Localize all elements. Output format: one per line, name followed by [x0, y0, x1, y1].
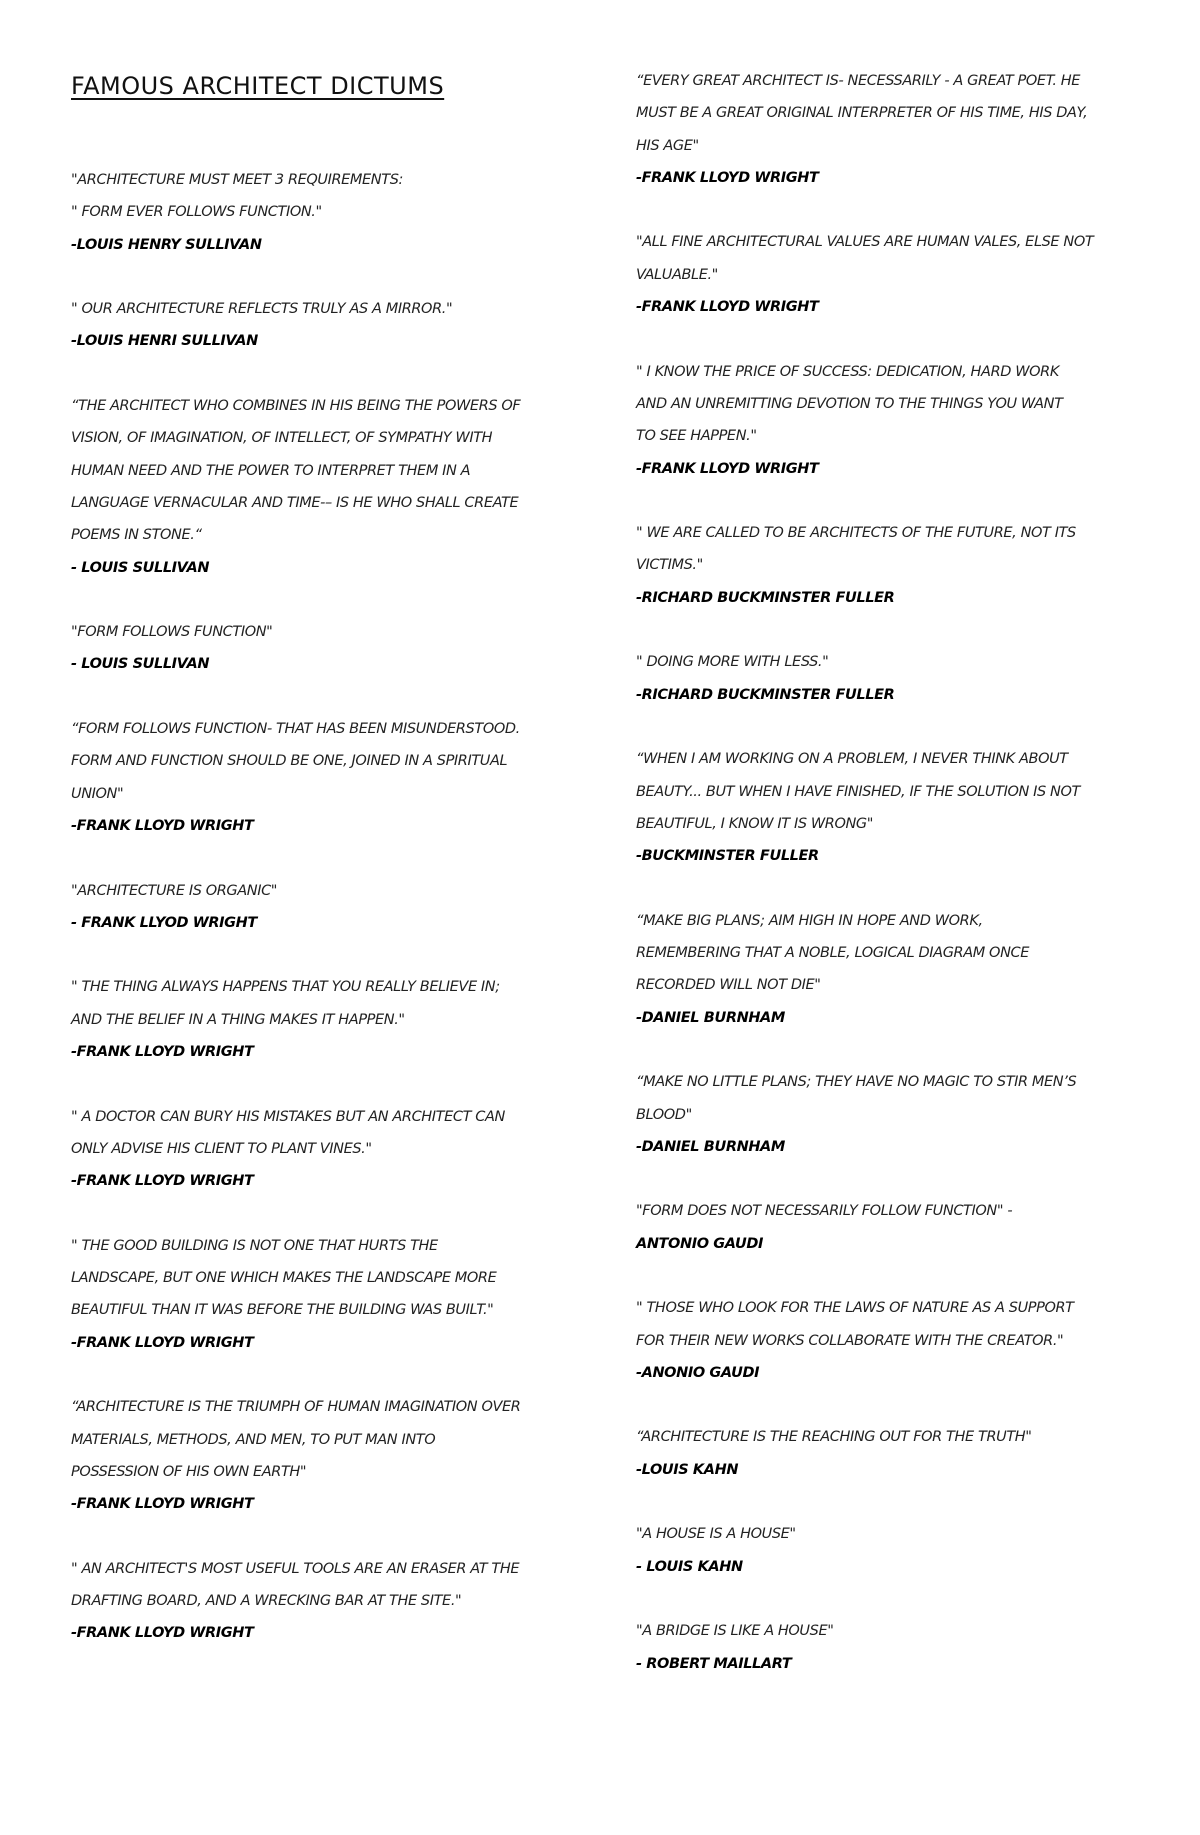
quote-line: REMEMBERING THAT A NOBLE, LOGICAL DIAGRAM ONCE: [636, 945, 1030, 962]
quote-line: FOR THEIR NEW WORKS COLLABORATE WITH THE CREATOR.": [636, 1332, 1064, 1349]
quote-line: " DOING MORE WITH LESS.": [636, 654, 829, 671]
quote-line: " A DOCTOR CAN BURY HIS MISTAKES BUT AN ARCHITECT CAN: [71, 1108, 505, 1125]
quote-line: LANGUAGE VERNACULAR AND TIME-– IS HE WHO SHALL CREATE: [71, 494, 519, 511]
quote-block: [636, 905, 1176, 1034]
quote-block: [71, 875, 611, 940]
quote-block: [71, 164, 611, 261]
spacer: [636, 1260, 1176, 1292]
quote-line: BLOOD": [636, 1106, 692, 1123]
quote-block: [71, 1553, 611, 1650]
quote-block: [71, 293, 611, 358]
quote-line: HUMAN NEED AND THE POWER TO INTERPRET THEM IN A: [71, 462, 471, 479]
quote-line: “FORM FOLLOWS FUNCTION- THAT HAS BEEN MISUNDERSTOOD.: [71, 721, 520, 738]
quote-line: UNION": [71, 785, 124, 802]
quote-block: [636, 1195, 1176, 1260]
quote-block: [636, 517, 1176, 614]
spacer: [71, 1198, 611, 1230]
spacer: [636, 194, 1176, 226]
quote-line: POSSESSION OF HIS OWN EARTH": [71, 1463, 307, 1480]
spacer: [71, 939, 611, 971]
spacer: [71, 1520, 611, 1552]
quote-line: HIS AGE": [636, 137, 699, 154]
quote-line: " WE ARE CALLED TO BE ARCHITECTS OF THE FUTURE, NOT ITS: [636, 525, 1076, 542]
quote-line: " THE THING ALWAYS HAPPENS THAT YOU REALLY BELIEVE IN;: [71, 979, 500, 996]
quote-line: "ALL FINE ARCHITECTURAL VALUES ARE HUMAN VALES, ELSE NOT: [636, 234, 1094, 251]
quote-author: -LOUIS HENRI SULLIVAN: [71, 333, 258, 350]
quote-author: -LOUIS HENRY SULLIVAN: [71, 236, 262, 253]
quote-author: - FRANK LLYOD WRIGHT: [71, 914, 257, 931]
quote-line: AND THE BELIEF IN A THING MAKES IT HAPPEN.": [71, 1011, 405, 1028]
quote-block: [636, 1615, 1176, 1680]
quote-block: [71, 616, 611, 681]
spacer: [71, 681, 611, 713]
spacer: [636, 1034, 1176, 1066]
spacer: [71, 584, 611, 616]
quote-author: -DANIEL BURNHAM: [636, 1138, 785, 1155]
quote-line: “ARCHITECTURE IS THE REACHING OUT FOR THE TRUTH": [636, 1429, 1032, 1446]
quote-line: "FORM FOLLOWS FUNCTION": [71, 624, 273, 641]
quote-line: "A HOUSE IS A HOUSE": [636, 1526, 796, 1543]
quote-line: VALUABLE.": [636, 266, 718, 283]
quote-line: "ARCHITECTURE IS ORGANIC": [71, 882, 278, 899]
quote-line: POEMS IN STONE.“: [71, 527, 202, 544]
spacer: [636, 872, 1176, 904]
quote-block: [636, 226, 1176, 323]
quote-author: -FRANK LLOYD WRIGHT: [71, 1625, 254, 1642]
spacer: [71, 1359, 611, 1391]
quote-author: -LOUIS KAHN: [636, 1461, 739, 1478]
quote-line: “ARCHITECTURE IS THE TRIUMPH OF HUMAN IMAGINATION OVER: [71, 1399, 521, 1416]
quote-line: " FORM EVER FOLLOWS FUNCTION.": [71, 204, 322, 221]
quote-line: “MAKE BIG PLANS; AIM HIGH IN HOPE AND WORK,: [636, 912, 983, 929]
quote-author: -FRANK LLOYD WRIGHT: [636, 299, 819, 316]
quote-author: -FRANK LLOYD WRIGHT: [636, 169, 819, 186]
quote-line: " THOSE WHO LOOK FOR THE LAWS OF NATURE AS A SUPPORT: [636, 1300, 1074, 1317]
quote-line: DRAFTING BOARD, AND A WRECKING BAR AT THE SITE.": [71, 1593, 462, 1610]
spacer: [636, 1486, 1176, 1518]
quote-line: BEAUTIFUL, I KNOW IT IS WRONG": [636, 815, 874, 832]
quote-line: LANDSCAPE, BUT ONE WHICH MAKES THE LANDSCAPE MORE: [71, 1270, 497, 1287]
quote-author: -FRANK LLOYD WRIGHT: [71, 1044, 254, 1061]
quote-author: -FRANK LLOYD WRIGHT: [71, 1334, 254, 1351]
quote-author: -FRANK LLOYD WRIGHT: [71, 1496, 254, 1513]
spacer: [636, 1389, 1176, 1421]
quote-author: -RICHARD BUCKMINSTER FULLER: [636, 589, 895, 606]
quote-line: ONLY ADVISE HIS CLIENT TO PLANT VINES.": [71, 1140, 372, 1157]
quote-line: " I KNOW THE PRICE OF SUCCESS: DEDICATION, HARD WORK: [636, 363, 1059, 380]
quote-block: [636, 356, 1176, 485]
quote-line: "ARCHITECTURE MUST MEET 3 REQUIREMENTS:: [71, 172, 403, 188]
quote-block: [71, 1391, 611, 1520]
quote-author: - ROBERT MAILLART: [636, 1655, 792, 1672]
spacer: [636, 1583, 1176, 1615]
right-column: [636, 65, 1176, 1680]
spacer: [71, 358, 611, 390]
quote-block: [71, 1101, 611, 1198]
quote-author: - LOUIS SULLIVAN: [71, 559, 210, 576]
quote-author: - LOUIS SULLIVAN: [71, 656, 210, 673]
quote-block: [636, 65, 1176, 194]
quote-block: [636, 646, 1176, 711]
quote-line: FORM AND FUNCTION SHOULD BE ONE, JOINED IN A SPIRITUAL: [71, 753, 508, 770]
quote-line: "FORM DOES NOT NECESSARILY FOLLOW FUNCTION" -: [636, 1203, 1013, 1220]
quote-block: [636, 1518, 1176, 1583]
quote-line: “THE ARCHITECT WHO COMBINES IN HIS BEING THE POWERS OF: [71, 398, 521, 415]
quote-line: VICTIMS.": [636, 557, 703, 574]
quote-block: [71, 1230, 611, 1359]
quote-block: [71, 971, 611, 1068]
spacer: [636, 323, 1176, 355]
quote-line: MUST BE A GREAT ORIGINAL INTERPRETER OF HIS TIME, HIS DAY,: [636, 105, 1088, 122]
spacer: [71, 1068, 611, 1100]
quote-author: -RICHARD BUCKMINSTER FULLER: [636, 686, 895, 703]
spacer: [71, 261, 611, 293]
spacer: [636, 485, 1176, 517]
quote-author: -DANIEL BURNHAM: [636, 1009, 785, 1026]
quote-author: ANTONIO GAUDI: [636, 1235, 763, 1252]
quote-line: BEAUTY... BUT WHEN I HAVE FINISHED, IF THE SOLUTION IS NOT: [636, 783, 1080, 800]
quote-block: [71, 390, 611, 584]
quote-author: -FRANK LLOYD WRIGHT: [71, 817, 254, 834]
left-column: [71, 164, 611, 1650]
spacer: [636, 1163, 1176, 1195]
quote-line: “MAKE NO LITTLE PLANS; THEY HAVE NO MAGIC TO STIR MEN’S: [636, 1074, 1077, 1091]
quote-line: " OUR ARCHITECTURE REFLECTS TRULY AS A MIRROR.": [71, 301, 453, 318]
quote-author: - LOUIS KAHN: [636, 1558, 743, 1575]
quote-line: RECORDED WILL NOT DIE": [636, 977, 821, 994]
quote-line: BEAUTIFUL THAN IT WAS BEFORE THE BUILDING WAS BUILT.": [71, 1302, 494, 1319]
quote-block: [636, 1066, 1176, 1163]
spacer: [636, 614, 1176, 646]
quote-line: "A BRIDGE IS LIKE A HOUSE": [636, 1623, 834, 1640]
quote-author: -ANONIO GAUDI: [636, 1364, 760, 1381]
quote-author: -FRANK LLOYD WRIGHT: [71, 1173, 254, 1190]
quote-line: " THE GOOD BUILDING IS NOT ONE THAT HURTS THE: [71, 1237, 438, 1254]
quote-line: VISION, OF IMAGINATION, OF INTELLECT, OF SYMPATHY WITH: [71, 430, 493, 447]
quote-line: TO SEE HAPPEN.": [636, 428, 757, 445]
quote-block: [636, 743, 1176, 872]
quote-block: [636, 1292, 1176, 1389]
quote-author: -FRANK LLOYD WRIGHT: [636, 460, 819, 477]
quote-author: -BUCKMINSTER FULLER: [636, 848, 819, 865]
quote-line: “WHEN I AM WORKING ON A PROBLEM, I NEVER THINK ABOUT: [636, 751, 1068, 768]
page-title: FAMOUS ARCHITECT DICTUMS: [71, 72, 445, 100]
quote-block: [636, 1421, 1176, 1486]
quote-line: MATERIALS, METHODS, AND MEN, TO PUT MAN INTO: [71, 1431, 436, 1448]
quote-block: [71, 713, 611, 842]
quote-line: “EVERY GREAT ARCHITECT IS- NECESSARILY - A GREAT POET. HE: [636, 73, 1081, 89]
quote-line: " AN ARCHITECT'S MOST USEFUL TOOLS ARE AN ERASER AT THE: [71, 1560, 520, 1577]
quote-line: AND AN UNREMITTING DEVOTION TO THE THINGS YOU WANT: [636, 395, 1063, 412]
spacer: [71, 842, 611, 874]
spacer: [636, 711, 1176, 743]
